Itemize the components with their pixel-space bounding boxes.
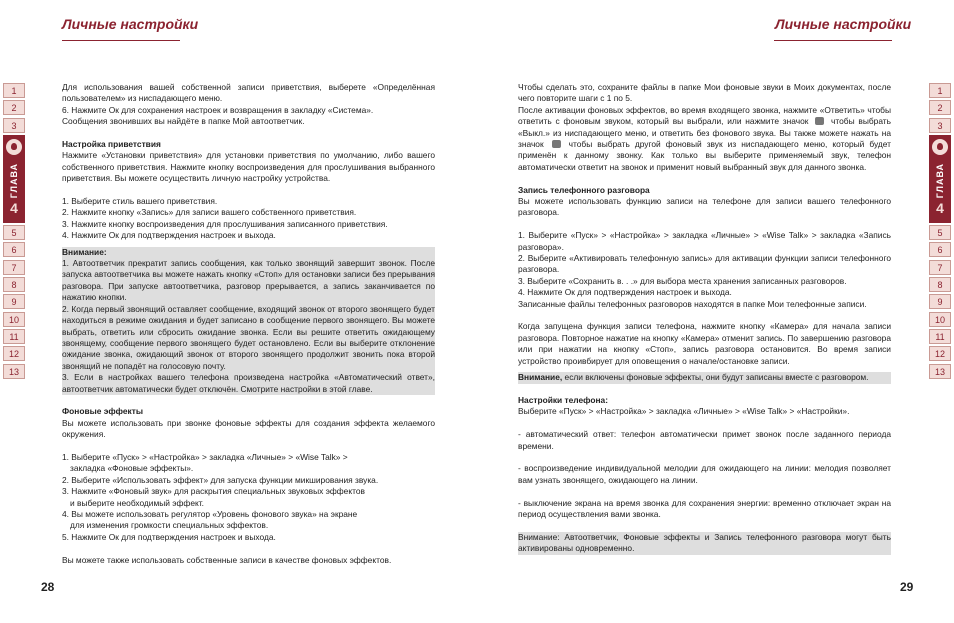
tab-10[interactable]: 10 bbox=[929, 312, 951, 327]
tab-8[interactable]: 8 bbox=[929, 277, 951, 292]
paragraph: Когда запущена функция записи телефона, нажмите кнопку «Камера» для начала записи разговора. Повторное нажатие на кнопку «Камера» отменит запись. По завершению разговора или при нажатии на кнопку «Стоп», запись разговора остановится. Во время записи устройство проивбирует для оповещения о начале/остановке записи. bbox=[518, 321, 891, 366]
list-item: 1. Выберите «Пуск» > «Настройка» > закладка «Личные» > «Wise Talk» > bbox=[62, 451, 348, 462]
list-item: 4. Нажмите Ок для подтверждения настроек и выхода. bbox=[62, 230, 276, 241]
list-item: 2. Нажмите кнопку «Запись» для записи вашего собственного приветствия. bbox=[62, 207, 357, 218]
chapter-label: ГЛАВА bbox=[9, 162, 19, 199]
chapter-number: 4 bbox=[936, 200, 944, 217]
page-number-right: 29 bbox=[900, 580, 914, 594]
section-heading: Фоновые эффекты bbox=[62, 406, 143, 417]
list-item: и выберите необходимый эффект. bbox=[70, 497, 204, 508]
paragraph bbox=[518, 105, 891, 173]
paragraph: - выключение экрана на время звонка для сохранения энергии: временно отключает экран на период осуществления вами звонка. bbox=[518, 497, 891, 519]
tab-1[interactable]: 1 bbox=[3, 83, 25, 98]
paragraph: 6. Нажмите Ок для сохранения настроек и возвращения в закладку «Система». bbox=[62, 104, 374, 115]
paragraph: Сообщения звонивших вы найдёте в папке Мой автоответчик. bbox=[62, 116, 305, 127]
background-sound-icon bbox=[815, 117, 824, 125]
tab-6[interactable]: 6 bbox=[929, 242, 951, 257]
list-item: 2. Выберите «Активировать телефонную запись» для активации функции записи телефонного разговора. bbox=[518, 253, 891, 275]
left-page-body bbox=[62, 82, 435, 566]
page-title-right: Личные настройки bbox=[775, 16, 912, 32]
warning-item: 3. Если в настройках вашего телефона произведена настройка «Автоматический ответ», автоответчик автоматически будет отключён. Смотрите настройки в этой главе. bbox=[62, 372, 435, 394]
section-heading: Настройки телефона: bbox=[518, 394, 608, 405]
tab-11[interactable]: 11 bbox=[3, 329, 25, 344]
tab-12[interactable]: 12 bbox=[3, 346, 25, 361]
tab-3[interactable]: 3 bbox=[3, 118, 25, 133]
note-text: если включены фоновые эффекты, они будут записаны вместе с разговором. bbox=[562, 372, 869, 383]
tab-13[interactable]: 13 bbox=[929, 364, 951, 379]
list-item: 4. Вы можете использовать регулятор «Уровень фонового звука» на экране bbox=[62, 508, 358, 519]
tab-3[interactable]: 3 bbox=[929, 118, 951, 133]
list-item: для изменения громкости специальных эффектов. bbox=[70, 520, 269, 531]
warning-box bbox=[62, 247, 435, 395]
list-item: 4. Нажмите Ок для подтверждения настроек и выхода. bbox=[518, 287, 732, 298]
paragraph: Чтобы сделать это, сохраните файлы в папке Мои фоновые звуки в Моих документах, после чего повторите шаги с 1 по 5. bbox=[518, 82, 891, 104]
note-box bbox=[518, 372, 891, 383]
tab-8[interactable]: 8 bbox=[3, 277, 25, 292]
paragraph: Вы можете использовать при звонке фоновые эффекты для создания эффекта желаемого окружения. bbox=[62, 417, 435, 440]
tab-10[interactable]: 10 bbox=[3, 312, 25, 327]
paragraph: Нажмите «Установки приветствия» для установки приветствия по умолчанию, либо вашего собственного приветствия. Нажмите кнопку воспроизведения для прослушивания выбранного приветствия. Вы можете осуществить личную настройку устройства. bbox=[62, 150, 435, 184]
tab-12[interactable]: 12 bbox=[929, 346, 951, 361]
list-item: закладка «Фоновые эффекты». bbox=[70, 463, 194, 474]
tab-13[interactable]: 13 bbox=[3, 364, 25, 379]
list-item: 2. Выберите «Использовать эффект» для запуска функции микширования звука. bbox=[62, 474, 379, 485]
paragraph-part: После активации фоновых эффектов, во время входящего звонка, нажмите «Ответить» чтобы ответить с фоновым звуком, который вы выбрали, или нажмите значок bbox=[518, 104, 891, 127]
tab-11[interactable]: 11 bbox=[929, 329, 951, 344]
list-item: 1. Выберите «Пуск» > «Настройка» > закладка «Личные» > «Wise Talk» > закладка «Запись разговора». bbox=[518, 230, 891, 252]
section-heading: Настройка приветствия bbox=[62, 139, 161, 150]
final-note-box: Внимание: Автоответчик, Фоновые эффекты и Запись телефонного разговора могут быть активированы одновременно. bbox=[518, 531, 891, 554]
paragraph: Для использования вашей собственной записи приветствия, выберете «Определённая пользователем» из ниспадающего меню. bbox=[62, 82, 435, 104]
tab-5[interactable]: 5 bbox=[929, 225, 951, 240]
page-title-left: Личные настройки bbox=[62, 16, 199, 32]
warning-item: 1. Автоответчик прекратит запись сообщения, как только звонящий завершит звонок. После запуска автоответчика вы можете нажать кнопку «Стоп» для остановки записи без прерывания разговора. При запуске автоответчика, разговор прерывается, а запись заканчивается по нажатию кнопки. bbox=[62, 258, 435, 303]
title-rule-left bbox=[62, 40, 180, 41]
tab-2[interactable]: 2 bbox=[929, 100, 951, 115]
tab-9[interactable]: 9 bbox=[3, 294, 25, 309]
paragraph: - воспроизведение индивидуальной мелодии для ожидающего на линии: мелодия позволяет вам узнать звонящего, ожидающего на линии. bbox=[518, 463, 891, 485]
chapter-tab-current[interactable] bbox=[3, 135, 25, 223]
paragraph-part: чтобы выбрать другой фоновый звук из ниспадающего меню, который будет применён к данному звонку. Как только вы выберите применяемый звук, телефон автоматически ответит на звонок и применит новый выбранный звук для данного звонка. bbox=[518, 139, 891, 172]
tab-7[interactable]: 7 bbox=[929, 260, 951, 275]
chapter-tabs-right bbox=[929, 83, 951, 381]
paragraph: Записанные файлы телефонных разговоров находятся в папке Мои телефонные записи. bbox=[518, 298, 867, 309]
section-heading: Запись телефонного разговора bbox=[518, 184, 650, 195]
tab-6[interactable]: 6 bbox=[3, 242, 25, 257]
chapter-tab-current[interactable] bbox=[929, 135, 951, 223]
list-item: 3. Выберите «Сохранить в. . .» для выбора места хранения записанных разговоров. bbox=[518, 275, 847, 286]
tab-5[interactable]: 5 bbox=[3, 225, 25, 240]
title-rule-right bbox=[774, 40, 892, 41]
tab-2[interactable]: 2 bbox=[3, 100, 25, 115]
phone-user-icon bbox=[6, 139, 22, 155]
chapter-tabs-left bbox=[3, 83, 25, 381]
paragraph: Вы можете использовать функцию записи на телефоне для записи вашего телефонного разговора. bbox=[518, 196, 891, 218]
warning-heading: Внимание: bbox=[62, 246, 107, 257]
tab-9[interactable]: 9 bbox=[929, 294, 951, 309]
right-page-body bbox=[518, 82, 891, 555]
chapter-number: 4 bbox=[10, 200, 18, 217]
paragraph-part: чтобы выбрать «Выкл.» из ниспадающего меню, и ответить без фонового звука. Вы также можете нажать на значок bbox=[518, 116, 891, 150]
paragraph: - автоматический ответ: телефон автоматически примет звонок после заданного периода времени. bbox=[518, 429, 891, 451]
paragraph: Выберите «Пуск» > «Настройка» > закладка «Личные» > «Wise Talk» > «Настройки». bbox=[518, 406, 850, 417]
list-item: 3. Нажмите «Фоновый звук» для раскрытия специальных звуковых эффектов bbox=[62, 486, 365, 497]
background-sound-icon bbox=[552, 140, 561, 148]
warning-item: 2. Когда первый звонящий оставляет сообщение, входящий звонок от второго звонящего будет находиться в режиме ожидания и будет записано в сообщение первого звонящего. Вы можете выбрать, ответить или сбросить ожидание звонка. Если вы решите ответить ожидающему звонящему, сообщение первого звонящего будет остановлено. Если вы выберите отклонение ожидание звонка, ожидающий звонок от второго звонящего продолжит звонить пока второй звонящий не попадёт на голосовую почту. bbox=[62, 303, 435, 371]
note-heading: Внимание, bbox=[518, 372, 563, 383]
chapter-label: ГЛАВА bbox=[935, 162, 945, 199]
page-number-left: 28 bbox=[41, 580, 55, 594]
list-item: 5. Нажмите Ок для подтверждения настроек и выхода. bbox=[62, 531, 276, 542]
paragraph: Вы можете также использовать собственные записи в качестве фоновых эффектов. bbox=[62, 554, 392, 565]
list-item: 3. Нажмите кнопку воспроизведения для прослушивания записанного приветствия. bbox=[62, 218, 388, 229]
tab-7[interactable]: 7 bbox=[3, 260, 25, 275]
tab-1[interactable]: 1 bbox=[929, 83, 951, 98]
phone-user-icon bbox=[932, 139, 948, 155]
list-item: 1. Выберите стиль вашего приветствия. bbox=[62, 196, 218, 207]
